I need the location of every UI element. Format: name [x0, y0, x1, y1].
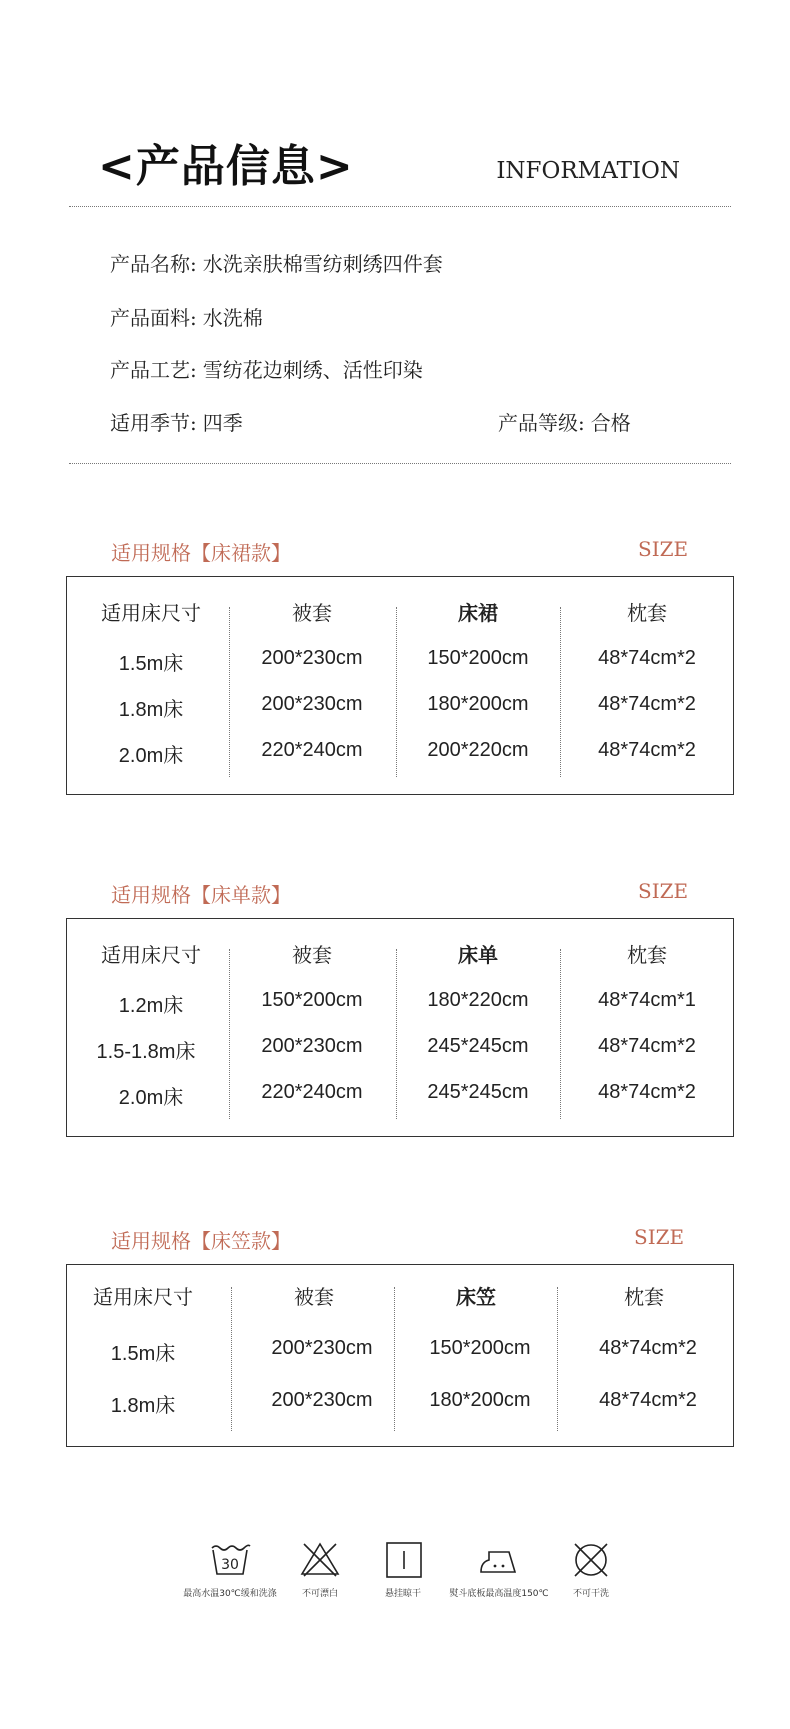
table-cell: 200*230cm [271, 1337, 373, 1359]
info-name-row [110, 248, 443, 277]
header-bed-size: 适用床尺寸 [101, 601, 201, 625]
iron-icon [477, 1540, 521, 1580]
table-cell: 2.0m床 [118, 745, 184, 767]
spec-title-fitted-sheet: 适用规格【床笠款】 [111, 1229, 291, 1253]
table-cell: 1.5m床 [118, 653, 184, 675]
table-cell: 48*74cm*2 [599, 1337, 697, 1359]
column-divider [557, 1287, 558, 1431]
size-label: SIZE [638, 537, 689, 561]
column-divider [229, 607, 230, 777]
header-bed-size: 适用床尺寸 [93, 1285, 193, 1309]
table-cell: 48*74cm*2 [598, 1035, 696, 1057]
care-label-wash: 最高水温30℃缓和洗涤 [183, 1589, 277, 1599]
info-fabric-label: 产品面料: [110, 306, 197, 330]
header-pillowcase: 枕套 [624, 1285, 664, 1309]
table-cell: 200*220cm [427, 739, 529, 761]
care-item-hang-dry [348, 1540, 458, 1599]
spec-title-bed-skirt: 适用规格【床裙款】 [111, 541, 291, 565]
size-label: SIZE [634, 1225, 685, 1249]
table-cell: 150*200cm [429, 1337, 531, 1359]
info-divider [69, 463, 731, 464]
info-grade-label: 产品等级: [498, 411, 585, 435]
no-dryclean-icon [569, 1540, 613, 1580]
top-divider [69, 206, 731, 207]
column-divider [396, 607, 397, 777]
table-cell: 48*74cm*2 [598, 693, 696, 715]
info-name-label: 产品名称: [110, 252, 197, 276]
info-fabric-row [110, 302, 263, 331]
info-name-value: 水洗亲肤棉雪纺刺绣四件套 [202, 252, 443, 276]
table-cell: 180*220cm [427, 989, 529, 1011]
wash-temp-text: 30 [221, 1557, 239, 1573]
no-bleach-icon [298, 1540, 342, 1580]
table-cell: 180*200cm [427, 693, 529, 715]
header-duvet-cover: 被套 [292, 601, 332, 625]
table-cell: 220*240cm [261, 1081, 363, 1103]
column-divider [396, 949, 397, 1119]
table-cell: 1.2m床 [118, 995, 184, 1017]
table-cell: 245*245cm [427, 1081, 529, 1103]
table-cell: 48*74cm*2 [599, 1389, 697, 1411]
info-craft-value: 雪纺花边刺绣、活性印染 [202, 358, 423, 382]
page-title-english: INFORMATION [496, 158, 680, 184]
table-cell: 220*240cm [261, 739, 363, 761]
column-divider [229, 949, 230, 1119]
header-pillowcase: 枕套 [627, 943, 667, 967]
wash-30-icon [208, 1540, 252, 1580]
info-craft-label: 产品工艺: [110, 358, 197, 382]
table-cell: 245*245cm [427, 1035, 529, 1057]
spec-table-bed-skirt [66, 576, 734, 795]
care-item-no-dryclean [536, 1540, 646, 1599]
info-grade-value: 合格 [590, 411, 631, 435]
table-cell: 200*230cm [261, 1035, 363, 1057]
care-label-hang-dry: 悬挂晾干 [384, 1589, 421, 1599]
page-title: <产品信息> [98, 141, 354, 192]
header-pillowcase: 枕套 [627, 601, 667, 625]
info-craft-row [110, 354, 423, 383]
column-divider [231, 1287, 232, 1431]
table-cell: 200*230cm [271, 1389, 373, 1411]
header-fitted-sheet: 床笠 [456, 1285, 496, 1309]
hang-dry-icon [381, 1540, 425, 1580]
spec-table-fitted-sheet [66, 1264, 734, 1447]
info-season-value: 四季 [202, 411, 243, 435]
info-season-row [110, 407, 243, 436]
table-cell: 1.8m床 [110, 1395, 176, 1417]
table-cell: 150*200cm [427, 647, 529, 669]
spec-title-bed-sheet: 适用规格【床单款】 [111, 883, 291, 907]
header-bed-skirt: 床裙 [458, 601, 498, 625]
table-cell: 1.5-1.8m床 [96, 1041, 196, 1063]
table-cell: 48*74cm*2 [598, 647, 696, 669]
care-label-no-dryclean: 不可干洗 [572, 1589, 609, 1599]
info-season-label: 适用季节: [110, 411, 197, 435]
table-cell: 48*74cm*2 [598, 739, 696, 761]
table-cell: 180*200cm [429, 1389, 531, 1411]
info-fabric-value: 水洗棉 [202, 306, 263, 330]
table-cell: 150*200cm [261, 989, 363, 1011]
header-bed-size: 适用床尺寸 [101, 943, 201, 967]
table-cell: 200*230cm [261, 693, 363, 715]
table-cell: 48*74cm*1 [598, 989, 696, 1011]
info-grade-row [498, 407, 631, 436]
table-cell: 1.5m床 [110, 1343, 176, 1365]
header-duvet-cover: 被套 [292, 943, 332, 967]
table-cell: 2.0m床 [118, 1087, 184, 1109]
header-duvet-cover: 被套 [294, 1285, 334, 1309]
care-label-iron: 熨斗底板最高温度150℃ [449, 1589, 549, 1599]
column-divider [560, 607, 561, 777]
size-label: SIZE [638, 879, 689, 903]
table-cell: 1.8m床 [118, 699, 184, 721]
spec-table-bed-sheet [66, 918, 734, 1137]
header-bed-sheet: 床单 [458, 943, 498, 967]
care-label-no-bleach: 不可漂白 [301, 1589, 338, 1599]
table-cell: 48*74cm*2 [598, 1081, 696, 1103]
table-cell: 200*230cm [261, 647, 363, 669]
column-divider [560, 949, 561, 1119]
